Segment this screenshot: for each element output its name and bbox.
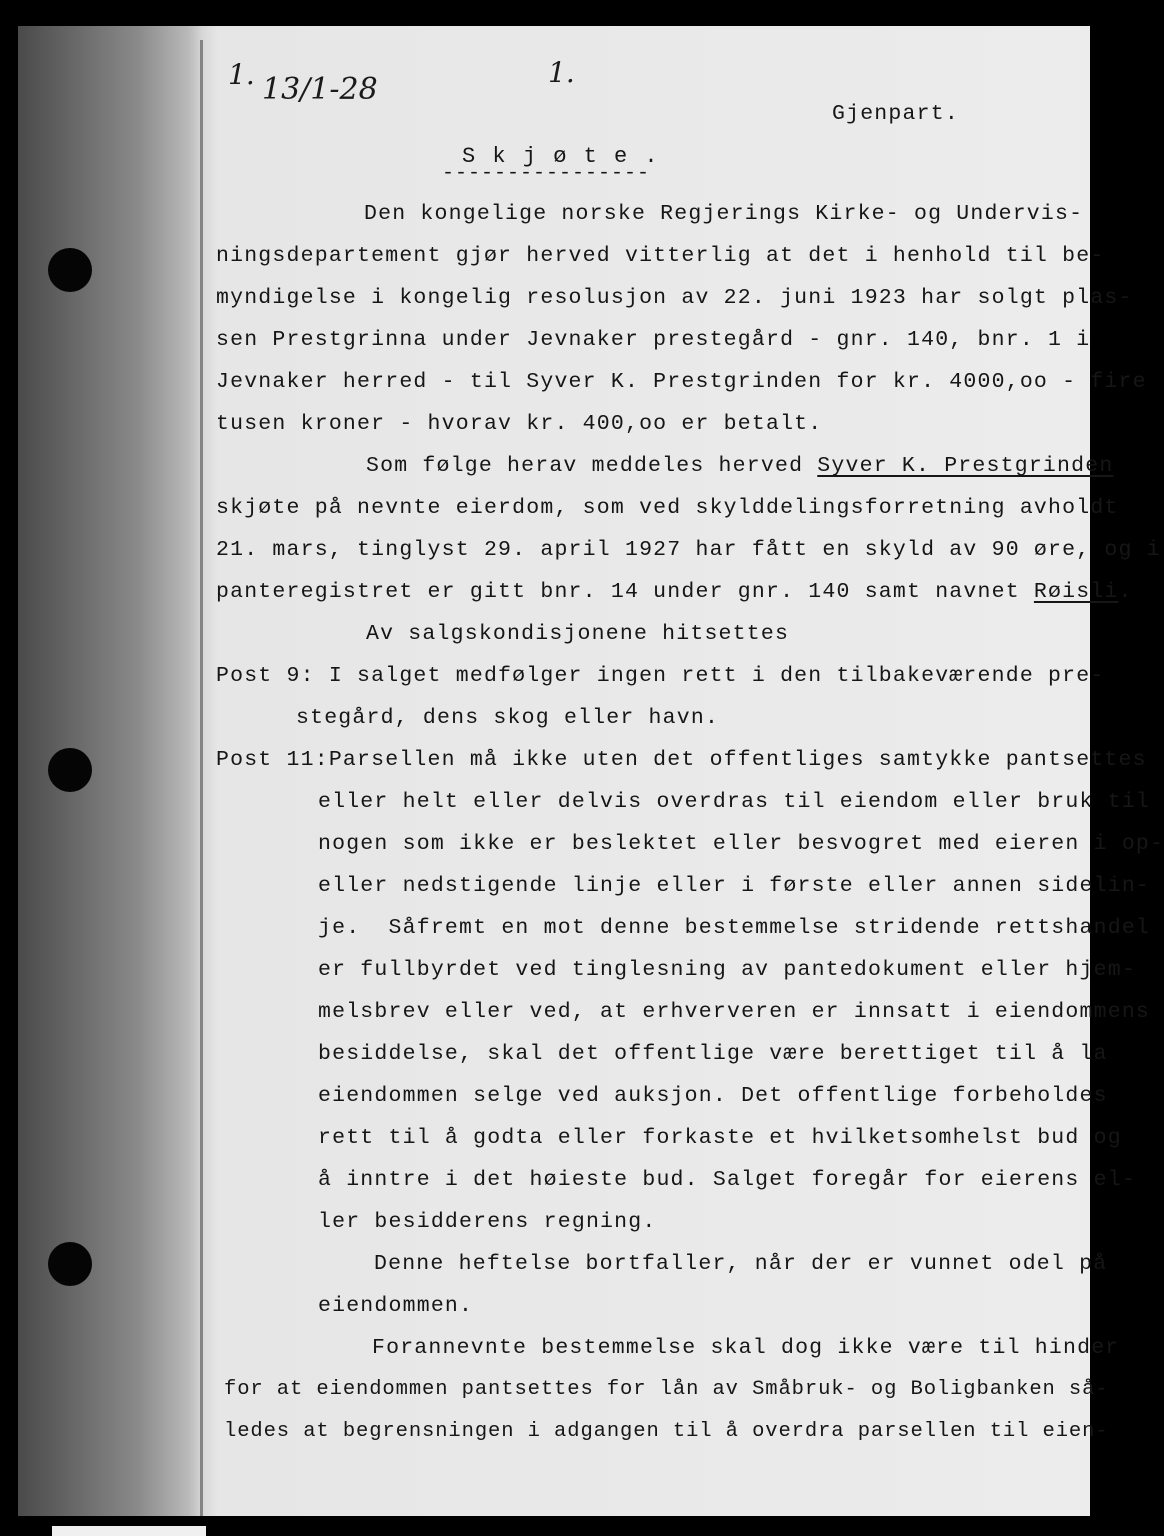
- document-title: S k j ø t e .: [462, 144, 660, 169]
- body-line: besiddelse, skal det offentlige være berettiget til å la: [318, 1042, 1108, 1066]
- body-line: Forannevnte bestemmelse skal dog ikke være til hinder: [372, 1336, 1120, 1360]
- body-line: Denne heftelse bortfaller, når der er vunnet odel på: [374, 1252, 1108, 1276]
- body-text: Som følge herav meddeles herved: [366, 454, 818, 478]
- body-text: panteregistret er gitt bnr. 14 under gnr. 140 samt navnet: [216, 580, 1034, 604]
- post-9-line: Post 9: I salget medfølger ingen rett i den tilbakeværende pre-: [216, 664, 1105, 688]
- punch-hole: [48, 1242, 92, 1286]
- body-line: Jevnaker herred - til Syver K. Prestgrinden for kr. 4000,oo - fire: [216, 370, 1147, 394]
- copy-label: Gjenpart.: [832, 102, 959, 126]
- buyer-name-underlined: Syver K. Prestgrinden: [817, 454, 1114, 478]
- body-line: eller nedstigende linje eller i første eller annen sidelin-: [318, 874, 1151, 898]
- body-line: Den kongelige norske Regjerings Kirke- og Undervis-: [364, 202, 1084, 226]
- body-line: eiendommen selge ved auksjon. Det offentlige forbeholdes: [318, 1084, 1108, 1108]
- body-line: å inntre i det høieste bud. Salget foregår for eierens el-: [318, 1168, 1136, 1192]
- body-line: je. Såfremt en mot denne bestemmelse stridende rettshandel: [318, 916, 1151, 940]
- body-line: skjøte på nevnte eierdom, som ved skylddelingsforretning avholdt: [216, 496, 1119, 520]
- body-line: myndigelse i kongelig resolusjon av 22. juni 1923 har solgt plas-: [216, 286, 1133, 310]
- scan-edge-strip: [52, 1526, 206, 1536]
- body-text: .: [1118, 580, 1133, 604]
- handwritten-date: 13/1-28: [262, 72, 378, 107]
- body-line: eiendommen.: [318, 1294, 474, 1318]
- body-line: Av salgskondisjonene hitsettes: [366, 622, 790, 646]
- body-line: melsbrev eller ved, at erhververen er innsatt i eiendommens: [318, 1000, 1151, 1024]
- body-line: for at eiendommen pantsettes for lån av Småbruk- og Boligbanken så-: [224, 1378, 1109, 1401]
- body-line: [366, 456, 1113, 478]
- body-line: tusen kroner - hvorav kr. 400,oo er betalt.: [216, 412, 823, 436]
- punch-hole: [48, 248, 92, 292]
- body-line: 21. mars, tinglyst 29. april 1927 har fått en skyld av 90 øre, og i: [216, 538, 1161, 562]
- body-line: [216, 582, 1133, 604]
- body-line: eller helt eller delvis overdras til eiendom eller bruk til: [318, 790, 1151, 814]
- body-line: ningsdepartement gjør herved vitterlig at det i henhold til be-: [216, 244, 1105, 268]
- post-11-line: Post 11:Parsellen må ikke uten det offentliges samtykke pantsettes: [216, 748, 1147, 772]
- body-line: ler besidderens regning.: [318, 1210, 657, 1234]
- punch-hole: [48, 748, 92, 792]
- body-line: nogen som ikke er beslektet eller besvogret med eieren i op-: [318, 832, 1164, 856]
- body-line: stegård, dens skog eller havn.: [296, 706, 720, 730]
- page-fold-line: [200, 40, 203, 1516]
- body-line: sen Prestgrinna under Jevnaker prestegård - gnr. 140, bnr. 1 i: [216, 328, 1091, 352]
- property-name-underlined: Røisli: [1033, 580, 1119, 604]
- body-line: ledes at begrensningen i adgangen til å overdra parsellen til eien-: [224, 1420, 1109, 1443]
- body-line: er fullbyrdet ved tinglesning av pantedokument eller hjem-: [318, 958, 1136, 982]
- handwritten-mark-left: 1.: [228, 58, 255, 91]
- handwritten-mark-center: 1.: [548, 56, 575, 89]
- title-rule: ----------------: [442, 162, 651, 185]
- body-line: rett til å godta eller forkaste et hvilketsomhelst bud og: [318, 1126, 1122, 1150]
